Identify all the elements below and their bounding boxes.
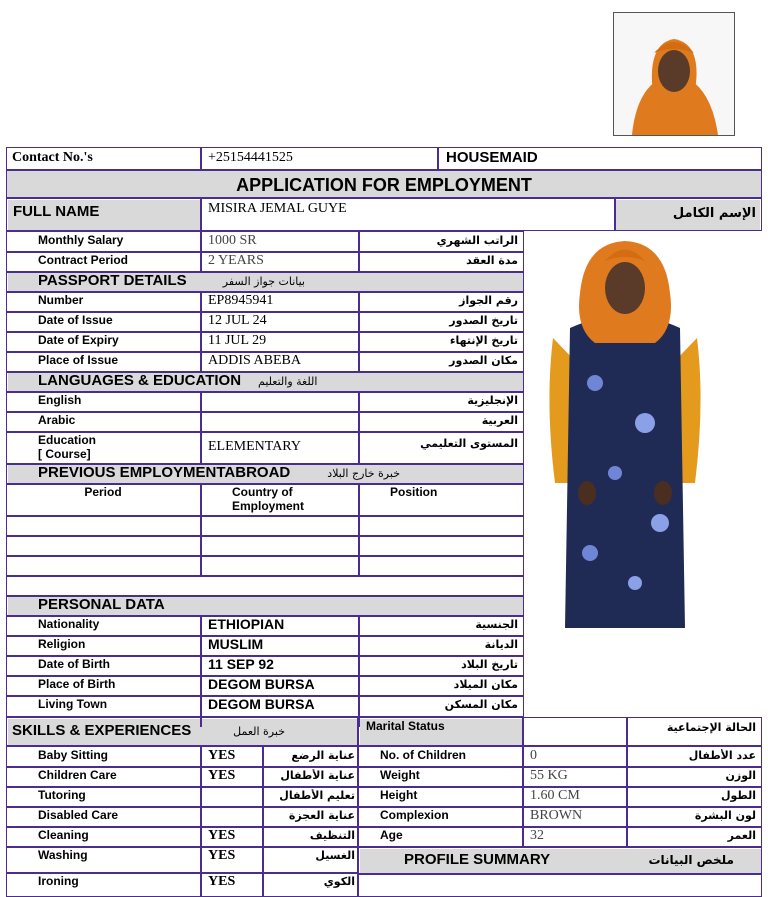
personal-heading: PERSONAL DATA xyxy=(38,598,165,611)
contract-label: Monthly Salary xyxy=(38,234,124,247)
skill-label: Baby Sitting xyxy=(38,749,109,762)
passport-label: Date of Issue xyxy=(38,314,113,327)
passport-value: ADDIS ABEBA xyxy=(208,354,301,367)
passport-label-ar: مكان الصدور xyxy=(449,354,518,367)
personal-label: Nationality xyxy=(38,618,100,631)
physical-label: Age xyxy=(380,829,403,842)
passport-label-ar: تاريخ الإنتهاء xyxy=(449,334,518,347)
page-title: APPLICATION FOR EMPLOYMENT xyxy=(236,175,532,195)
passport-photo xyxy=(613,12,735,136)
language-label: Education xyxy=(38,434,97,447)
languages-heading: LANGUAGES & EDUCATION xyxy=(38,374,242,387)
passport-value: 11 JUL 29 xyxy=(208,334,267,347)
contract-label: Contract Period xyxy=(38,254,129,267)
profile-summary-label: PROFILE SUMMARY xyxy=(404,853,551,866)
physical-value: 0 xyxy=(530,749,537,762)
personal-value: MUSLIM xyxy=(208,638,264,651)
skill-label-ar: الغسيل xyxy=(315,849,355,862)
physical-label: No. of Children xyxy=(380,749,466,762)
passport-value: 12 JUL 24 xyxy=(208,314,267,327)
language-label-2: [ Course] xyxy=(38,448,91,461)
personal-label-ar: تاريخ البلاد xyxy=(461,658,518,671)
personal-label: Date of Birth xyxy=(38,658,110,671)
skill-label-ar: عناية الرضع xyxy=(291,749,355,762)
col-position: Position xyxy=(390,486,438,499)
personal-label-ar: الديانة xyxy=(484,638,518,651)
personal-label: Living Town xyxy=(38,698,108,711)
language-label-ar: المستوى التعليمي xyxy=(420,437,518,450)
passport-label-ar: رقم الجواز xyxy=(459,294,518,307)
skill-label-ar: الكوي xyxy=(323,875,355,888)
marital-status-label: Marital Status xyxy=(366,720,445,733)
full-name-label: FULL NAME xyxy=(13,205,100,218)
skill-value: YES xyxy=(208,875,236,888)
full-body-photo xyxy=(525,233,725,628)
skill-value: YES xyxy=(208,749,236,762)
header-row xyxy=(6,147,762,170)
personal-label: Religion xyxy=(38,638,86,651)
contract-value: 1000 SR xyxy=(208,234,257,247)
language-value: ELEMENTARY xyxy=(208,440,301,453)
skills-heading: SKILLS & EXPERIENCES xyxy=(12,724,192,737)
col-country-2: Employment xyxy=(232,500,305,513)
passport-heading-ar: بيانات جواز السفر xyxy=(222,275,305,288)
profile-summary-label-ar: ملخص البيانات xyxy=(648,854,734,867)
contact-label: Contact No.'s xyxy=(12,151,93,164)
personal-label-ar: الجنسية xyxy=(475,618,518,631)
physical-value: 32 xyxy=(530,829,544,842)
full-name-label-ar: الإسم الكامل xyxy=(672,207,756,220)
skill-label-ar: عناية الأطفال xyxy=(280,769,355,782)
contract-value: 2 YEARS xyxy=(208,254,264,267)
passport-heading: PASSPORT DETAILS xyxy=(38,274,187,287)
skill-value: YES xyxy=(208,829,236,842)
skill-label-ar: التنظيف xyxy=(309,829,355,842)
full-name-value: MISIRA JEMAL GUYE xyxy=(208,202,347,215)
previous-heading-ar: خبرة خارج البلاد xyxy=(327,467,400,480)
personal-label-ar: مكان المسكن xyxy=(444,698,518,711)
physical-value: BROWN xyxy=(530,809,583,822)
contact-value: +25154441525 xyxy=(208,151,293,164)
skills-heading-ar: خبرة العمل xyxy=(233,725,285,738)
physical-label-ar: الطول xyxy=(720,789,756,802)
skill-label: Tutoring xyxy=(38,789,86,802)
physical-label-ar: لون البشرة xyxy=(694,809,756,822)
language-label-ar: الإنجليزية xyxy=(467,394,518,407)
personal-value: DEGOM BURSA xyxy=(208,698,315,711)
skill-label: Disabled Care xyxy=(38,809,119,822)
position-applied: HOUSEMAID xyxy=(446,151,538,164)
skill-label: Ironing xyxy=(38,875,79,888)
passport-label: Date of Expiry xyxy=(38,334,119,347)
skill-value: YES xyxy=(208,849,236,862)
physical-label-ar: عدد الأطفال xyxy=(688,749,756,762)
physical-value: 1.60 CM xyxy=(530,789,580,802)
physical-label-ar: الوزن xyxy=(725,769,756,782)
personal-value: 11 SEP 92 xyxy=(208,658,274,671)
skill-label: Children Care xyxy=(38,769,117,782)
personal-value: DEGOM BURSA xyxy=(208,678,315,691)
passport-label: Place of Issue xyxy=(38,354,119,367)
language-label: Arabic xyxy=(38,414,76,427)
personal-label: Place of Birth xyxy=(38,678,116,691)
col-country: Country of xyxy=(232,486,293,499)
language-label: English xyxy=(38,394,82,407)
skill-label-ar: تعليم الأطفال xyxy=(279,789,355,802)
contract-label-ar: مدة العقد xyxy=(466,254,518,267)
skill-label: Washing xyxy=(38,849,88,862)
personal-value: ETHIOPIAN xyxy=(208,618,285,631)
physical-label: Complexion xyxy=(380,809,449,822)
previous-heading: PREVIOUS EMPLOYMENTABROAD xyxy=(38,466,291,479)
passport-value: EP8945941 xyxy=(208,294,274,307)
marital-status-label-ar: الحالة الإجتماعية xyxy=(666,721,756,734)
passport-label: Number xyxy=(38,294,84,307)
col-period: Period xyxy=(84,486,122,499)
physical-label: Height xyxy=(380,789,418,802)
languages-heading-ar: اللغة والتعليم xyxy=(258,375,318,388)
physical-label-ar: العمر xyxy=(727,829,756,842)
contract-label-ar: الراتب الشهري xyxy=(436,234,518,247)
physical-value: 55 KG xyxy=(530,769,568,782)
personal-label-ar: مكان الميلاد xyxy=(453,678,518,691)
skill-label-ar: عناية العجزة xyxy=(288,809,355,822)
passport-label-ar: تاريخ الصدور xyxy=(449,314,518,327)
physical-label: Weight xyxy=(380,769,420,782)
skill-label: Cleaning xyxy=(38,829,89,842)
language-label-ar: العربية xyxy=(481,414,518,427)
skill-value: YES xyxy=(208,769,236,782)
